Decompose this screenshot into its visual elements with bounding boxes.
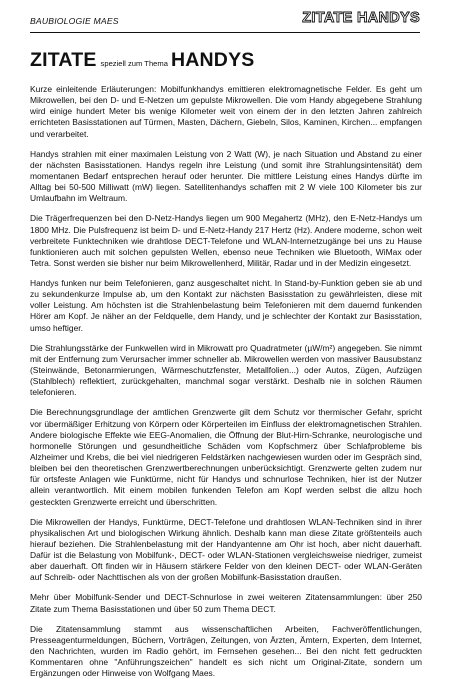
- brand-name: BAUBIOLOGIE MAES: [30, 16, 119, 26]
- paragraph: Die Mikrowellen der Handys, Funktürme, DECT-Telefone und drahtlosen WLAN-Techniken sind in ihrer physikalischen Art und biologischen Wirkung ähnlich. Deshalb kann man diese Zitate größtenteils auch hierauf beziehen. Die Strahlenbelastung mit der Handyantenne am Ohr ist hoch, aber nicht dauerhaft. Dafür ist die Belastung von Mobilfunk-, DECT- oder WLAN-Stationen vergleichsweise niedriger, zumeist aber dauerhaft. Oft finden wir in Häusern stärkere Felder von den kleinen DECT- oder WLAN-Geräten auf Schreib- oder Nachttischen als von der großen Mobilfunk-Basisstation draußen.: [30, 516, 422, 583]
- title-main: ZITATE: [30, 49, 97, 71]
- title-topic: HANDYS: [170, 49, 255, 71]
- section-title: ZITATE HANDYS: [302, 10, 420, 26]
- paragraph: Die Trägerfrequenzen bei den D-Netz-Handys liegen um 900 Megahertz (MHz), den E-Netz-Handys um 1800 MHz. Die Pulsfrequenz ist beim D- und E-Netz-Handy 217 Hertz (Hz). Andere moderne, schon weit verbreitete Funktechniken wie drahtlose DECT-Telefone und WLAN-Internetzugänge bei uns zu Hause funktionieren auch mit solchen gepulsten Wellen, ebenso neue Techniken wie Bluetooth, WiMax oder Tetra. Sonst werden sie bisher nur beim Mikrowellenherd, Militär, Radar und in der Medizin eingesetzt.: [30, 213, 422, 268]
- page-header: [30, 10, 420, 33]
- paragraph: Kurze einleitende Erläuterungen: Mobilfunkhandys emittieren elektromagnetische Felder. Es geht um Mikrowellen, bei den D- und E-Netzen um gepulste Mikrowellen. Die vom Handy abgegebene Strahlung wird einige hundert Meter bis wenige Kilometer weit von einem der in den letzten Jahren zahlreich errichteten Basisstationen auf Türmen, Masten, Dächern, Giebeln, Silos, Kaminen, Kirchen... empfangen und verarbeitet.: [30, 84, 422, 139]
- paragraph: Mehr über Mobilfunk-Sender und DECT-Schnurlose in zwei weiteren Zitatensammlungen: über 250 Zitate zum Thema Basisstationen und über 50 zum Thema DECT.: [30, 592, 422, 614]
- paragraph: Die Strahlungsstärke der Funkwellen wird in Mikrowatt pro Quadratmeter (µW/m²) angegeben. Sie nimmt mit der Entfernung zum Verursacher immer schneller ab. Mikrowellen werden von massiver Bausubstanz (Steinwände, Betonarmierungen, Wärmeschutzfenster, Metallfolien...) oder Autos, Zügen, Aufzügen (Stahlblech) reflektiert, zurückgehalten, manchmal sogar verstärkt. Deshalb nie in solchen Räumen telefonieren.: [30, 342, 422, 398]
- body-text: [30, 84, 422, 679]
- paragraph: Die Berechnungsgrundlage der amtlichen Grenzwerte gilt dem Schutz vor thermischer Gefahr, spricht vor übermäßiger Erhitzung von Körpern oder Körperteilen im Einfluss der elektromagnetischen Strahlen. Andere biologische Effekte wie EEG-Anomalien, die Öffnung der Blut-Hirn-Schranke, neurologische und hormonelle Störungen und gesundheitliche Schäden vom Kopfschmerz über Schlafprobleme bis Alzheimer und Krebs, die bei viel niedrigeren Feldstärken nachgewiesen wurden oder im Gespräch sind, bleiben bei den theoretischen Grenzwertberechnungen unberücksichtigt. Grenzwerte gelten zudem nur für ortsfeste Anlagen wie Funktürme, nicht für Handys und schnurlose Techniken, hier ist der Nutzer allein verantwortlich. Mit einem mobilen funkenden Telefon am Kopf werden selbst die allzu hoch gesteckten Grenzwerte erreicht und überschritten.: [30, 407, 422, 507]
- paragraph: Handys strahlen mit einer maximalen Leistung von 2 Watt (W), je nach Situation und Abstand zu einer der nächsten Basisstationen. Handys regeln ihre Leistung (und somit ihre Strahlungsintensität) dem momentanen Bedarf entsprechen herauf oder herunter. Die mittlere Leistung eines Handys dürfte im Alltag bei 50-500 Milliwatt (mW) liegen. Satellitenhandys schaffen mit 2 W viele 100 Kilometer bis zur Umlaufbahn im Weltraum.: [30, 148, 422, 204]
- page-title: [30, 48, 422, 76]
- paragraph: Die Zitatensammlung stammt aus wissenschaftlichen Arbeiten, Fachveröffentlichungen, Presseagenturmeldungen, Büchern, Vorträgen, Zeitungen, von Ärzten, Ämtern, Experten, dem Internet, den Nachrichten, wurden im Radio gehört, im Fernsehen gesehen... Bei den nicht fett gedruckten Kommentaren ohne "Anführungszeichen" handelt es sich nicht um Original-Zitate, sondern um Ergänzungen oder Hinweise von Wolfgang Maes.: [30, 623, 422, 679]
- title-subtitle: speziell zum Thema: [100, 59, 168, 68]
- paragraph: Handys funken nur beim Telefonieren, ganz ausgeschaltet nicht. In Stand-by-Funktion geben sie ab und zu sekundenkurze Impulse ab, um den Kontakt zur nächsten Basisstation zu gewährleisten, diese mit voller Leistung. Am höchsten ist die Strahlenbelastung beim Telefonieren mit dem dauernd funkenden Hörer am Kopf. Je näher an der Feldquelle, dem Handy, und je schlechter der Kontakt zur Basisstation, umso heftiger.: [30, 278, 422, 333]
